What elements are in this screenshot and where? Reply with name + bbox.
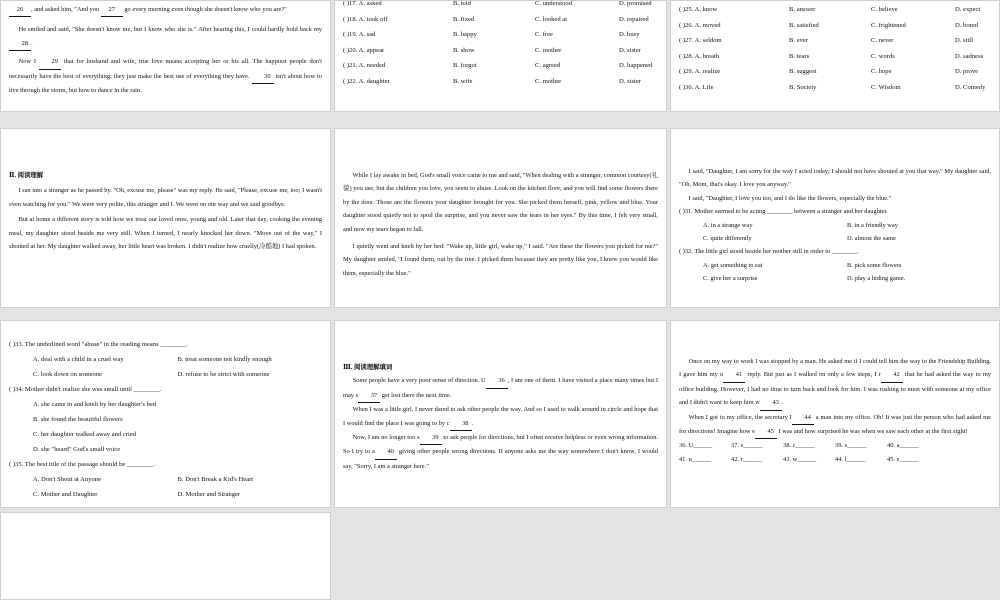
page-panel-8 xyxy=(334,320,667,508)
question-option-a: ( )21. A. needed xyxy=(343,62,386,69)
page-panel-5 xyxy=(334,128,667,308)
page-panel-1 xyxy=(0,0,331,112)
blank: 41 xyxy=(723,368,745,382)
blank: 39 xyxy=(420,431,442,445)
question-option-a: ( )22. A. daughter xyxy=(343,77,390,85)
option: C. look down on someone xyxy=(33,371,103,378)
option-b: B. wife xyxy=(453,77,473,85)
answer-blank: 44. l______ xyxy=(835,455,866,463)
option-b: B. satisfied xyxy=(789,21,819,29)
blank: 38 xyxy=(450,417,472,431)
page-panel-3 xyxy=(670,0,1000,112)
question-31-options xyxy=(679,219,991,246)
option: A. deal with a child in a cruel way xyxy=(33,356,124,363)
answer-row-2 xyxy=(679,453,991,466)
option-c: C. mother xyxy=(535,77,562,85)
question-option-a: ( )19. A. sad xyxy=(343,31,376,38)
answer-blank: 43. w______ xyxy=(783,455,817,463)
option: D. refuse to be strict with someone xyxy=(177,371,270,378)
option-row xyxy=(671,49,999,64)
option-c: C. never xyxy=(871,37,894,44)
option-d: D. expect xyxy=(955,6,981,13)
question-option-a: ( )26. A. moved xyxy=(679,21,721,29)
page-panel-7 xyxy=(0,320,331,508)
option-d: D. repaired xyxy=(619,15,649,23)
answer-blank: 40. a______ xyxy=(887,442,919,450)
option-row xyxy=(671,2,999,17)
section-heading: Ⅲ. 阅读理解填词 xyxy=(343,364,393,371)
passage-paragraph: Now, I am no longer too s 39 to ask people for directions, but I often receive helpless or even wrong information. So I try to a 40 giving other people wrong directions. If anyone asks me the way somewhere I don't know, I would say, "Sorry, I am a stranger here." xyxy=(343,431,658,473)
question-33: ( )33. The underlined word "abuse" in the reading means ________. xyxy=(9,341,189,348)
option: D. play a hiding game. xyxy=(847,275,906,283)
option-b: B. ever xyxy=(789,37,809,44)
question-32: ( )32. The little girl stood beside her mother still in order to ________. xyxy=(679,248,860,256)
option: B. pick some flowers xyxy=(847,261,902,269)
option: C. give her a surprise xyxy=(703,275,758,283)
option: B. she found the beautiful flowers xyxy=(33,416,123,423)
question-option-a: ( )29. A. realize xyxy=(679,68,721,75)
option-c: C. free xyxy=(535,31,553,38)
blank: 36 xyxy=(486,374,508,388)
option-b: B. forgot xyxy=(453,62,477,69)
option: D. she "heard" God's small voice xyxy=(33,446,121,453)
option-d: D. still xyxy=(955,37,973,44)
question-35: ( )35. The best title of the passage should be ________. xyxy=(9,461,156,468)
option-c: C. believe xyxy=(871,6,898,13)
blank: 43 xyxy=(760,396,782,410)
passage-paragraph: But at home a different story is told how we treat our loved ones, young and old. Later that day, cooking the evening meal, my daughter stood beside me very still. When I turned, I nearly knocked her down. "Move out of the way," I shouted at her. My daughter walked away, her little heart was broken. I didn't realize how cruelly(冷酷地) I had spoken. xyxy=(9,216,322,251)
option-row xyxy=(671,33,999,48)
option-c: C. looked at xyxy=(535,15,568,23)
option-c: C. words xyxy=(871,52,895,60)
blank: 37 xyxy=(358,389,380,403)
blank: 40 xyxy=(375,445,397,459)
option-row xyxy=(335,43,666,58)
option-row xyxy=(335,74,666,89)
option-b: B. happy xyxy=(453,31,477,38)
question-33-options xyxy=(9,352,322,382)
question-option-a: ( )25. A. know xyxy=(679,6,718,13)
option-b: B. Society xyxy=(789,83,817,91)
option: B. treat someone not kindly enough xyxy=(177,356,272,363)
passage-paragraph: I said, "Daughter, I am sorry for the way I acted today; I should not have shouted at you that way." My daughter said, "Oh, Mom, that's okay. I love you anyway." xyxy=(679,168,991,189)
question-option-a: ( )17. A. asked xyxy=(343,0,382,7)
option-d: D. sister xyxy=(619,77,641,85)
option: A. in a strange way xyxy=(703,221,753,229)
option: B. in a friendly way xyxy=(847,221,898,229)
option-d: D. Comedy xyxy=(955,83,986,91)
option-b: B. answer xyxy=(789,6,816,13)
option: A. get something to eat xyxy=(703,261,763,269)
page-panel-4 xyxy=(0,128,331,308)
blank: 28 xyxy=(9,37,31,51)
answer-blank: 45. e______ xyxy=(887,455,919,463)
answer-row-1 xyxy=(679,439,991,452)
option: D. almost the same xyxy=(847,235,896,243)
option: A. she came in and knelt by her daughter's bed xyxy=(33,401,157,408)
answer-blank: 39. s______ xyxy=(835,442,867,450)
question-option-a: ( )20. A. appear xyxy=(343,46,385,54)
section-heading: Ⅱ. 阅读理解 xyxy=(9,172,44,179)
passage-paragraph: While I lay awake in bed, God's small voice came to me and said, "When dealing with a stranger, common courtesy(礼貌) you use, but the children you love, you seem to abuse. Look on the kitchen floor, and you will find some flowers there by the door. Those are the flowers your daughter brought for you. She picked them herself, pink, yellow and blue. Your daughter stood quietly not to spoil the surprise, and you never saw the tears in her eyes." By this time, I felt very small, and now my tears began to fall. xyxy=(343,172,658,233)
option-b: B. tears xyxy=(789,52,810,60)
option-d: D. promised xyxy=(619,0,652,7)
option-row xyxy=(335,0,666,11)
answer-blank: 42. r______ xyxy=(731,455,762,463)
question-31: ( )31. Mother seemed to be acting ________ between a stranger and her daughter. xyxy=(679,208,888,216)
passage-paragraph: Now I 29 that for husband and wife, true love means accepting her or his all. The happiest people don't necessarily have the best of everything; they just make the best use of everything they have. 30 isn't about how to live through the storm, but how to dance in the rain. xyxy=(9,55,322,97)
passage-paragraph: When I was a little girl, I never dared to ask other people the way. And so I used to walk around in circle and hope that I would find the place I was going to by c 38 . xyxy=(343,403,658,431)
question-34-options xyxy=(9,397,322,457)
option-d: D. sister xyxy=(619,46,641,54)
option-b: B. show xyxy=(453,46,475,54)
page-panel-9 xyxy=(670,320,1000,508)
page-panel-10 xyxy=(0,512,331,600)
page-panel-6 xyxy=(670,128,1000,308)
passage-paragraph: Some people have a very poor sense of direction. U 36 , I am one of them. I have visited a place many times but I may s 37 get lost there the next time. xyxy=(343,374,658,403)
option-c: C. mother xyxy=(535,46,562,54)
passage-paragraph: Once on my way to work I was stopped by a man. He asked me if I could tell him the way to the Friendship Building. I gave him my u 41 reply. But just as I walked on only a few steps, I r 42 that he had asked the way to my office building. However, I had no time to turn back and look for him. I was rushing to meet with someone at my office and I didn't want to keep him w 43 . xyxy=(679,355,991,411)
blank: 26 xyxy=(9,3,31,17)
blank: 30 xyxy=(252,70,274,84)
option-row xyxy=(335,12,666,27)
blank: 45 xyxy=(755,425,777,439)
blank: 44 xyxy=(792,411,814,425)
option-b: B. fixed xyxy=(453,15,475,23)
option-row xyxy=(671,18,999,33)
option-row xyxy=(671,64,999,79)
option-d: D. busy xyxy=(619,31,640,38)
passage-line: 26 , and asked him, "And you 27 go every morning even though she doesn't know who you are?" xyxy=(9,3,322,17)
option-b: B. suggest xyxy=(789,68,817,75)
option-d: D. prove xyxy=(955,68,979,75)
answer-blank: 38. c______ xyxy=(783,442,815,450)
blank: 27 xyxy=(101,3,123,17)
page-panel-2 xyxy=(334,0,667,112)
question-option-a: ( )30. A. Life xyxy=(679,83,714,91)
question-35-options xyxy=(9,472,322,502)
option: D. Mother and Stranger xyxy=(177,491,241,498)
passage-paragraph: When I got to my office, the secretary I 44 a man into my office. Oh! It was just the person who had asked me for directions! Imagine how e 45 I was and how surprised he was when we saw each other at the first sight! xyxy=(679,411,991,440)
passage-paragraph: I said, "Daughter, I love you too, and I do like the flowers, especially the blue." xyxy=(688,194,892,202)
passage-paragraph: I ran into a stranger as he passed by. "Oh, excuse me, please" was my reply. He said, "Please, excuse me, too; I wasn't even watching for you." We were very polite, this stranger and I. We went on our way and we said goodbye. xyxy=(9,187,322,208)
option-d: D. sadness xyxy=(955,52,984,60)
option-c: C. frightened xyxy=(871,21,906,29)
blank: 42 xyxy=(881,368,903,382)
option-row xyxy=(335,58,666,73)
option: A. Don't Shout at Anyone xyxy=(33,476,102,483)
question-option-a: ( )18. A. took off xyxy=(343,15,388,23)
option-row xyxy=(671,80,999,95)
question-32-options xyxy=(679,259,991,286)
question-34: ( )34. Mother didn't realize she was small until ________. xyxy=(9,386,162,393)
blank: 29 xyxy=(39,55,61,69)
option: C. her daughter walked away and cried xyxy=(33,431,137,438)
option-b: B. told xyxy=(453,0,471,7)
option-c: C. agreed xyxy=(535,62,561,69)
answer-blank: 36. U______ xyxy=(679,442,713,450)
option: C. Mother and Daughter xyxy=(33,491,98,498)
option: B. Don't Break a Kid's Heart xyxy=(177,476,254,483)
answer-blank: 41. u______ xyxy=(679,455,711,463)
option-c: C. Wisdom xyxy=(871,83,901,91)
question-option-a: ( )27. A. seldom xyxy=(679,37,722,44)
option-d: D. bored xyxy=(955,21,979,29)
option-c: C. hope xyxy=(871,68,892,75)
passage-paragraph: He smiled and said, "She doesn't know me, but I know who she is." After hearing this, I could hardly hold back my 28 . xyxy=(9,23,322,51)
option-c: C. understood xyxy=(535,0,572,7)
option-d: D. happened xyxy=(619,62,653,69)
answer-blank: 37. s______ xyxy=(731,442,763,450)
question-option-a: ( )28. A. breath xyxy=(679,52,720,60)
passage-paragraph: I quietly went and knelt by her bed: "Wake up, little girl, wake up," I said. "Are these the flowers you picked for me?" My daughter smiled, "I found them, out by the tree. I picked them because they are pretty like you, I knew you would like them, especially the blue." xyxy=(343,243,658,277)
option-row xyxy=(335,27,666,42)
option: C. quite differently xyxy=(703,235,752,243)
